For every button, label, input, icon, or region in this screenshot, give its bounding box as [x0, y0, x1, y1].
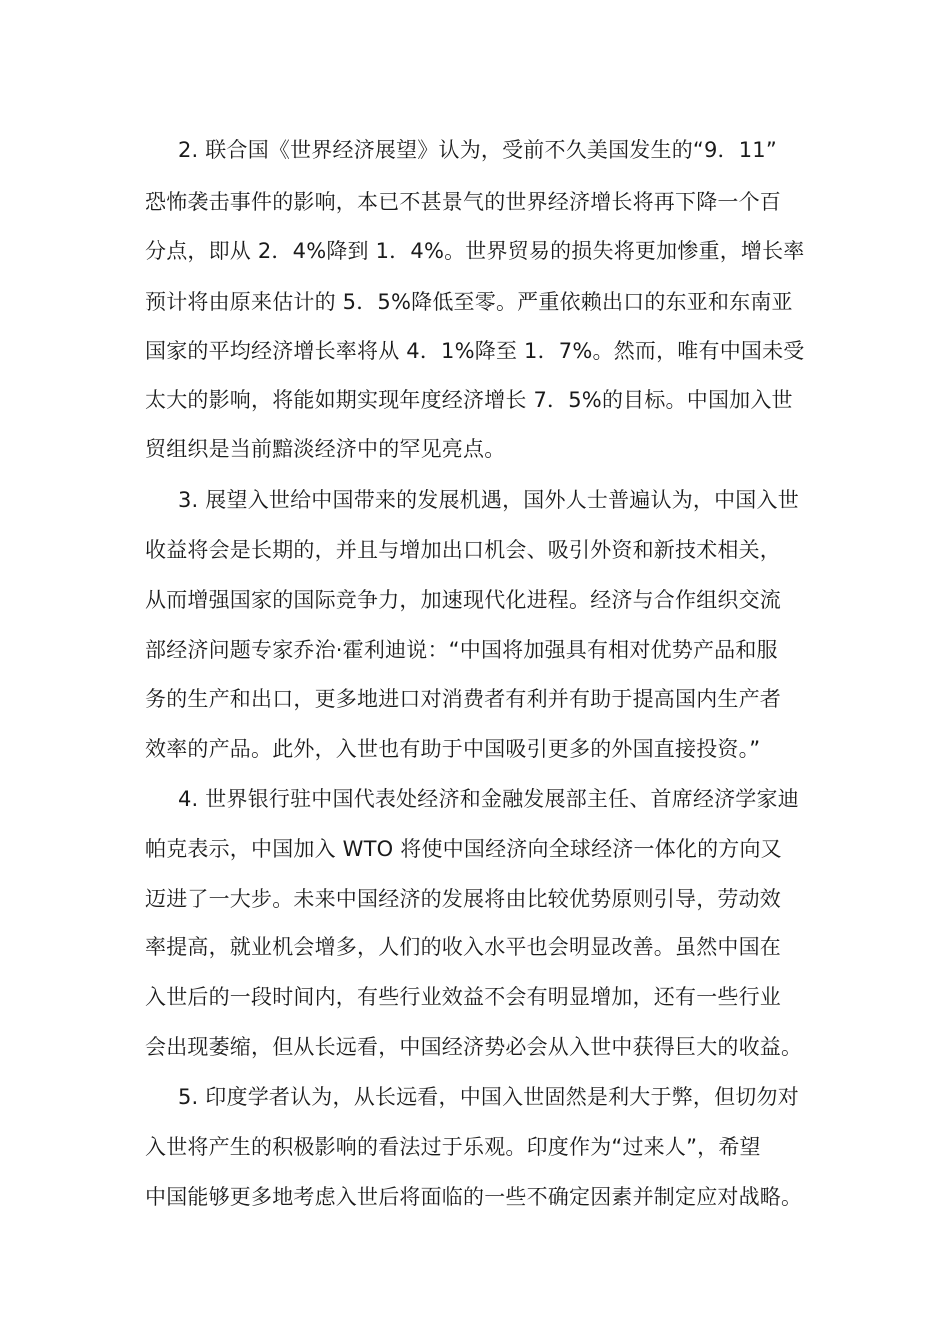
text-line: 从而增强国家的国际竞争力，加速现代化进程。经济与合作组织交流	[145, 588, 781, 612]
text-line: 5. 印度学者认为，从长远看，中国入世固然是利大于弊，但切勿对	[178, 1085, 799, 1109]
text-line: 4. 世界银行驻中国代表处经济和金融发展部主任、首席经济学家迪	[178, 787, 799, 811]
text-line: 国家的平均经济增长率将从 4．1%降至 1．7%。然而，唯有中国未受	[145, 339, 805, 363]
text-line: 贸组织是当前黯淡经济中的罕见亮点。	[145, 437, 506, 461]
text-line: 率提高，就业机会增多，人们的收入水平也会明显改善。虽然中国在	[145, 935, 781, 959]
text-line: 太大的影响，将能如期实现年度经济增长 7．5%的目标。中国加入世	[145, 388, 793, 412]
text-line: 分点，即从 2．4%降到 1．4%。世界贸易的损失将更加惨重，增长率	[145, 239, 805, 263]
text-line: 效率的产品。此外，入世也有助于中国吸引更多的外国直接投资。”	[145, 737, 761, 761]
text-line: 中国能够更多地考虑入世后将面临的一些不确定因素并制定应对战略。	[145, 1185, 803, 1209]
text-line: 2. 联合国《世界经济展望》认为，受前不久美国发生的“9．11”	[178, 138, 777, 162]
text-line: 预计将由原来估计的 5．5%降低至零。严重依赖出口的东亚和东南亚	[145, 290, 793, 314]
text-line: 收益将会是长期的，并且与增加出口机会、吸引外资和新技术相关，	[145, 538, 781, 562]
text-line: 入世后的一段时间内，有些行业效益不会有明显增加，还有一些行业	[145, 985, 781, 1009]
text-line: 迈进了一大步。未来中国经济的发展将由比较优势原则引导，劳动效	[145, 887, 781, 911]
text-line: 部经济问题专家乔治·霍利迪说：“中国将加强具有相对优势产品和服	[145, 638, 778, 662]
text-line: 帕克表示，中国加入 WTO 将使中国经济向全球经济一体化的方向又	[145, 837, 782, 861]
text-line: 入世将产生的积极影响的看法过于乐观。印度作为“过来人”，希望	[145, 1135, 761, 1159]
text-line: 会出现萎缩，但从长远看，中国经济势必会从入世中获得巨大的收益。	[145, 1035, 803, 1059]
text-line: 3. 展望入世给中国带来的发展机遇，国外人士普遍认为，中国入世	[178, 488, 799, 512]
text-line: 务的生产和出口，更多地进口对消费者有利并有助于提高国内生产者	[145, 687, 781, 711]
text-line: 恐怖袭击事件的影响，本已不甚景气的世界经济增长将再下降一个百	[145, 190, 781, 214]
